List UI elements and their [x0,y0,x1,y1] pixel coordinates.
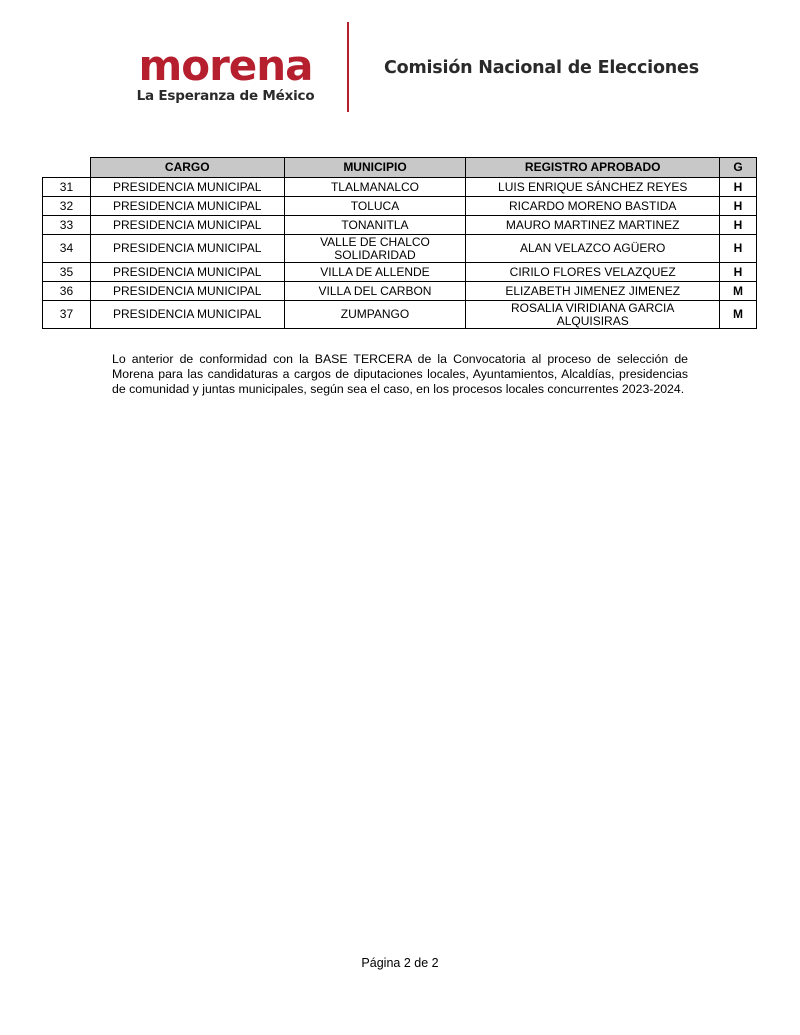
table-row [43,197,757,216]
row-cargo: PRESIDENCIA MUNICIPAL [90,282,284,301]
table-row [43,235,757,263]
row-gender: H [720,178,757,197]
logo-tagline: La Esperanza de México [136,88,315,104]
page-number: Página 2 de 2 [361,956,439,970]
row-num: 35 [43,263,91,282]
row-num: 34 [43,235,91,263]
results-table [42,157,757,329]
header-cargo: CARGO [90,158,284,178]
table-row [43,263,757,282]
row-gender: H [720,235,757,263]
row-num: 31 [43,178,91,197]
row-municipio: TOLUCA [284,197,466,216]
row-cargo: PRESIDENCIA MUNICIPAL [90,178,284,197]
table-row [43,282,757,301]
row-cargo: PRESIDENCIA MUNICIPAL [90,197,284,216]
row-municipio: VILLA DE ALLENDE [284,263,466,282]
row-num: 33 [43,216,91,235]
row-num: 36 [43,282,91,301]
row-registro: ROSALIA VIRIDIANA GARCIA ALQUISIRAS [466,301,720,329]
row-gender: H [720,197,757,216]
page-title: Comisión Nacional de Elecciones [384,58,699,78]
row-registro: LUIS ENRIQUE SÁNCHEZ REYES [466,178,720,197]
header-num [43,158,91,178]
header-divider [347,22,349,112]
row-gender: H [720,216,757,235]
table-row [43,216,757,235]
logo-wordmark: morena [138,41,313,90]
header-registro: REGISTRO APROBADO [466,158,720,178]
morena-logo [133,41,318,104]
row-municipio: VALLE DE CHALCO SOLIDARIDAD [284,235,466,263]
row-num: 32 [43,197,91,216]
row-registro: MAURO MARTINEZ MARTINEZ [466,216,720,235]
row-gender: M [720,282,757,301]
row-cargo: PRESIDENCIA MUNICIPAL [90,263,284,282]
table-row [43,301,757,329]
row-cargo: PRESIDENCIA MUNICIPAL [90,301,284,329]
row-municipio: VILLA DEL CARBON [284,282,466,301]
row-gender: H [720,263,757,282]
legal-note: Lo anterior de conformidad con la BASE TERCERA de la Convocatoria al proceso de selección de Morena para las candidaturas a cargos de diputaciones locales, Ayuntamientos, Alcaldías, presidencias de comunidad y juntas municipales, según sea el caso, en los procesos locales concurrentes 2023-2024. [112,352,688,396]
row-registro: CIRILO FLORES VELAZQUEZ [466,263,720,282]
header-municipio: MUNICIPIO [284,158,466,178]
row-municipio: TONANITLA [284,216,466,235]
row-registro: ALAN VELAZCO AGÜERO [466,235,720,263]
row-cargo: PRESIDENCIA MUNICIPAL [90,216,284,235]
row-municipio: TLALMANALCO [284,178,466,197]
table-row [43,178,757,197]
row-num: 37 [43,301,91,329]
row-cargo: PRESIDENCIA MUNICIPAL [90,235,284,263]
header-g: G [720,158,757,178]
row-gender: M [720,301,757,329]
row-registro: RICARDO MORENO BASTIDA [466,197,720,216]
table-header-row [43,158,757,178]
row-registro: ELIZABETH JIMENEZ JIMENEZ [466,282,720,301]
row-municipio: ZUMPANGO [284,301,466,329]
